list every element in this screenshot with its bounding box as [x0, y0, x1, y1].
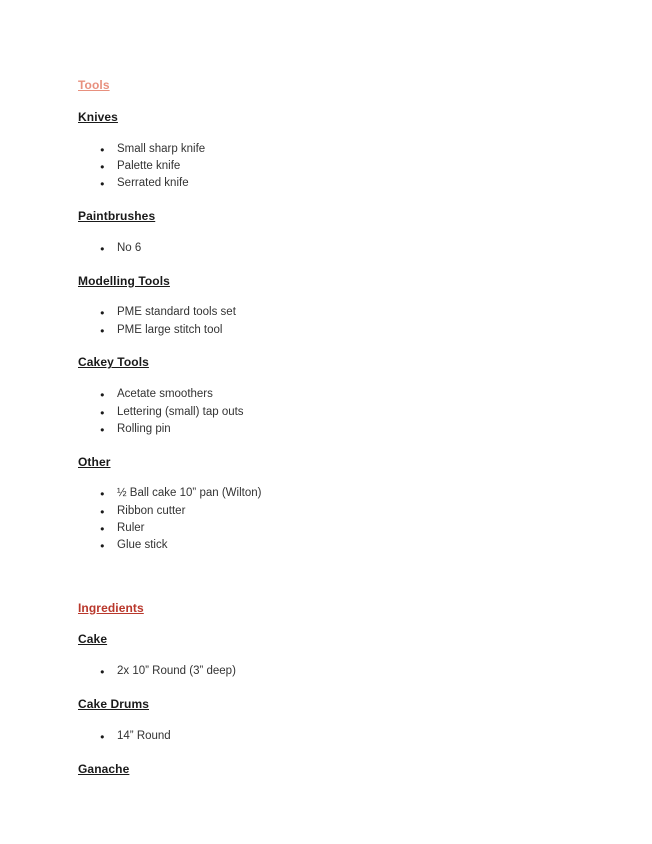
- list-item-text: Ruler: [117, 522, 145, 535]
- cake-list: [78, 663, 592, 680]
- list-item: [100, 141, 592, 158]
- bullet-icon: ●: [100, 179, 105, 189]
- list-item-text: Glue stick: [117, 539, 168, 552]
- list-item: [100, 386, 592, 403]
- section-heading-cake-drums: Cake Drums: [78, 697, 150, 712]
- list-item-text: 14” Round: [117, 729, 171, 742]
- paintbrushes-list: [78, 240, 592, 257]
- list-item: [100, 537, 592, 554]
- bullet-icon: ●: [100, 144, 105, 154]
- list-item: [100, 404, 592, 421]
- section-heading-modelling-tools: Modelling Tools: [78, 273, 170, 288]
- modelling-tools-list: [78, 304, 592, 339]
- list-item-text: Rolling pin: [117, 422, 171, 435]
- list-item: [100, 421, 592, 438]
- list-item-text: No 6: [117, 241, 142, 254]
- bullet-icon: ●: [100, 489, 105, 499]
- bullet-icon: ●: [100, 390, 105, 400]
- section-heading-cake: Cake: [78, 632, 108, 647]
- list-item-text: PME large stitch tool: [117, 323, 223, 336]
- list-item-text: Acetate smoothers: [117, 388, 213, 401]
- list-item: [100, 520, 592, 537]
- list-item: [100, 503, 592, 520]
- bullet-icon: ●: [100, 243, 105, 253]
- list-item: [100, 304, 592, 321]
- bullet-icon: ●: [100, 325, 105, 335]
- cake-drums-list: [78, 728, 592, 745]
- section-heading-cakey-tools: Cakey Tools: [78, 355, 149, 370]
- knives-list: [78, 141, 592, 193]
- section-heading-paintbrushes: Paintbrushes: [78, 208, 156, 223]
- section-heading-knives: Knives: [78, 109, 118, 124]
- cakey-tools-list: [78, 386, 592, 438]
- bullet-icon: ●: [100, 161, 105, 171]
- bullet-icon: ●: [100, 506, 105, 516]
- section-heading-ganache: Ganache: [78, 761, 130, 776]
- list-item-text: Serrated knife: [117, 177, 189, 190]
- list-item-text: Lettering (small) tap outs: [117, 405, 244, 418]
- bullet-icon: ●: [100, 424, 105, 434]
- list-item-text: 2x 10” Round (3” deep): [117, 665, 236, 678]
- list-item-text: PME standard tools set: [117, 306, 236, 319]
- list-item: [100, 240, 592, 257]
- bullet-icon: ●: [100, 407, 105, 417]
- list-item: [100, 175, 592, 192]
- list-item-text: Ribbon cutter: [117, 504, 186, 517]
- list-item-text: Small sharp knife: [117, 142, 206, 155]
- list-item-text: ½ Ball cake 10” pan (Wilton): [117, 487, 262, 500]
- bullet-icon: ●: [100, 667, 105, 677]
- list-item-text: Palette knife: [117, 159, 181, 172]
- other-list: [78, 485, 592, 554]
- bullet-icon: ●: [100, 731, 105, 741]
- list-item: [100, 322, 592, 339]
- list-item: [100, 728, 592, 745]
- bullet-icon: ●: [100, 541, 105, 551]
- list-item: [100, 485, 592, 502]
- list-item: [100, 158, 592, 175]
- list-item: [100, 663, 592, 680]
- section-title-tools: Tools: [78, 78, 110, 92]
- bullet-icon: ●: [100, 308, 105, 318]
- section-title-ingredients: Ingredients: [78, 600, 144, 615]
- bullet-icon: ●: [100, 524, 105, 534]
- section-heading-other: Other: [78, 454, 111, 469]
